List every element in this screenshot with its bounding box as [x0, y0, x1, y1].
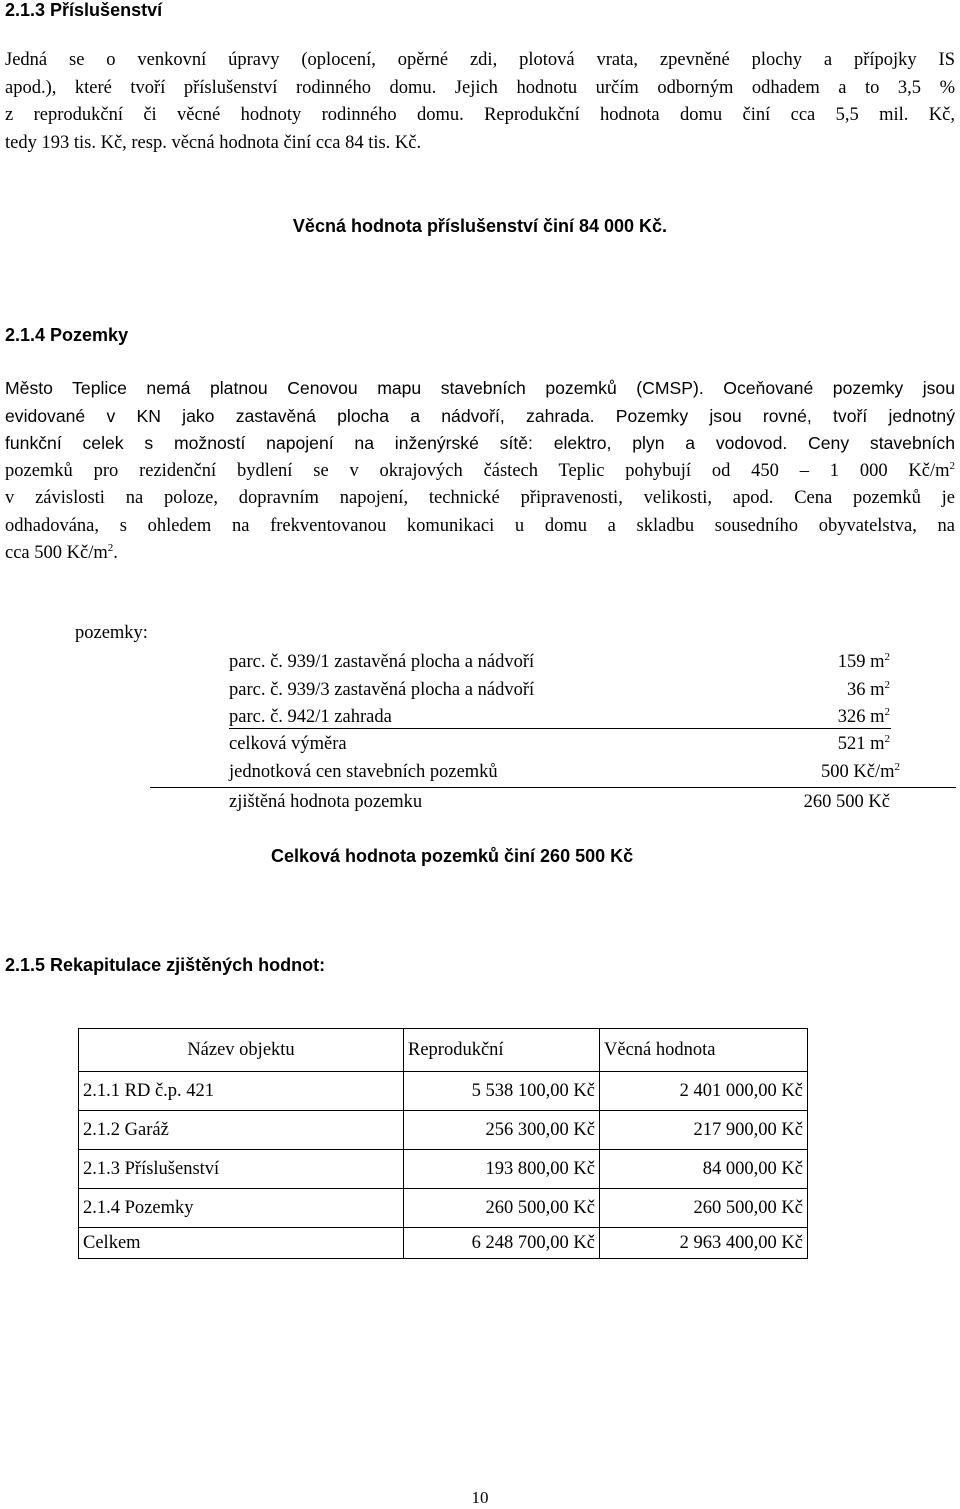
land-row [0, 731, 960, 757]
land-row-value [838, 649, 890, 675]
land-row-value-text: 159 m [837, 652, 885, 672]
object-name: 2.1.4 Pozemky [79, 1189, 404, 1228]
land-row-label: celková výměra [229, 734, 347, 754]
land-total-row [0, 789, 960, 815]
reproduction-value: 6 248 700,00 Kč [404, 1228, 600, 1259]
material-value: 84 000,00 Kč [600, 1150, 808, 1189]
paragraph-line: apod.), které tvoří příslušenství rodinného domu. Jejich hodnotu určím odborným odhadem a to 3,5 % [5, 77, 955, 98]
land-row-value [838, 704, 890, 730]
paragraph-line: odhadována, s ohledem na frekventovanou komunikaci u domu a skladbu sousedního obyvatelstva, na [5, 515, 955, 536]
column-header: Věcná hodnota [600, 1029, 808, 1072]
land-row-value-text: 500 Kč/m [821, 762, 895, 782]
table-row [79, 1072, 808, 1111]
land-row-value [821, 759, 900, 785]
table-row [79, 1150, 808, 1189]
row-underline [229, 728, 891, 729]
paragraph-line: funkční celek s možností napojení na inženýrské sítě: elektro, plyn a vodovod. Ceny stavebních [5, 433, 955, 453]
reproduction-value: 5 538 100,00 Kč [404, 1072, 600, 1111]
table-row-total [79, 1228, 808, 1259]
paragraph-line [5, 458, 955, 486]
land-row [0, 704, 960, 730]
object-name: Celkem [79, 1228, 404, 1259]
superscript: 2 [949, 459, 955, 472]
section-heading-prislusenstvi: 2.1.3 Příslušenství [5, 0, 163, 20]
paragraph-line: tedy 193 tis. Kč, resp. věcná hodnota činí cca 84 tis. Kč. [5, 132, 422, 153]
land-total-label: zjištěná hodnota pozemku [229, 792, 423, 812]
result-pozemky: Celková hodnota pozemků činí 260 500 Kč [271, 846, 634, 866]
land-row-value-text: 36 m [846, 680, 885, 700]
recap-table [78, 1028, 808, 1259]
material-value: 217 900,00 Kč [600, 1111, 808, 1150]
land-row-label: parc. č. 939/3 zastavěná plocha a nádvoří [229, 680, 535, 700]
land-row [0, 649, 960, 675]
paragraph-line [5, 540, 955, 568]
object-name: 2.1.1 RD č.p. 421 [79, 1072, 404, 1111]
land-row-value [847, 677, 890, 703]
reproduction-value: 260 500,00 Kč [404, 1189, 600, 1228]
paragraph-line-text: pozemků pro rezidenční bydlení se v okrajových částech Teplic pohybují od 450 – 1 000 Kč/m [5, 460, 950, 481]
section-heading-rekapitulace: 2.1.5 Rekapitulace zjištěných hodnot: [5, 955, 326, 975]
total-separator [150, 787, 956, 788]
land-total-value: 260 500 Kč [803, 792, 890, 812]
superscript: 2 [894, 761, 900, 773]
section-heading-pozemky: 2.1.4 Pozemky [5, 325, 129, 345]
paragraph-line: Jedná se o venkovní úpravy (oplocení, opěrné zdi, plotová vrata, zpevněné plochy a přípojky IS [5, 50, 955, 70]
land-row-value [838, 731, 890, 757]
reproduction-value: 256 300,00 Kč [404, 1111, 600, 1150]
material-value: 2 401 000,00 Kč [600, 1072, 808, 1111]
superscript: 2 [884, 733, 890, 745]
paragraph-line: evidované v KN jako zastavěná plocha a nádvoří, zahrada. Pozemky jsou rovné, tvoří jednotný [5, 405, 955, 426]
land-row-value-text: 521 m [837, 734, 885, 754]
paragraph-prislusenstvi [5, 47, 955, 157]
object-name: 2.1.2 Garáž [79, 1111, 404, 1150]
period: . [113, 543, 118, 563]
land-row-value-text: 326 m [837, 707, 885, 727]
page-number: 10 [471, 1488, 489, 1507]
land-row-label: jednotková cen stavebních pozemků [229, 762, 498, 782]
reproduction-value: 193 800,00 Kč [404, 1150, 600, 1189]
table-header-row [79, 1029, 808, 1072]
table-row [79, 1111, 808, 1150]
land-row-label: parc. č. 939/1 zastavěná plocha a nádvoří [229, 652, 535, 672]
table-row [79, 1189, 808, 1228]
superscript: 2 [107, 542, 114, 554]
material-value: 2 963 400,00 Kč [600, 1228, 808, 1259]
land-row-label: parc. č. 942/1 zahrada [229, 707, 392, 727]
result-prislusenstvi: Věcná hodnota příslušenství činí 84 000 Kč. [292, 216, 668, 236]
material-value: 260 500,00 Kč [600, 1189, 808, 1228]
object-name: 2.1.3 Příslušenství [79, 1150, 404, 1189]
superscript: 2 [884, 679, 890, 691]
land-list-label: pozemky: [75, 623, 148, 643]
column-header: Reprodukční [404, 1029, 600, 1072]
paragraph-pozemky [5, 375, 955, 568]
paragraph-line: Město Teplice nemá platnou Cenovou mapu stavebních pozemků (CMSP). Oceňované pozemky jsou [5, 378, 955, 398]
land-row [0, 677, 960, 703]
paragraph-line: v závislosti na poloze, dopravním napojení, technické připravenosti, velikosti, apod. Cena pozemků je [5, 488, 955, 508]
superscript: 2 [884, 651, 890, 663]
superscript: 2 [884, 706, 890, 718]
paragraph-line: z reprodukční či věcné hodnoty rodinného domu. Reprodukční hodnota domu činí cca 5,5 mil. Kč, [5, 105, 955, 125]
column-header: Název objektu [79, 1029, 404, 1072]
paragraph-line-text: cca 500 Kč/m [5, 543, 108, 563]
land-row [0, 759, 960, 785]
